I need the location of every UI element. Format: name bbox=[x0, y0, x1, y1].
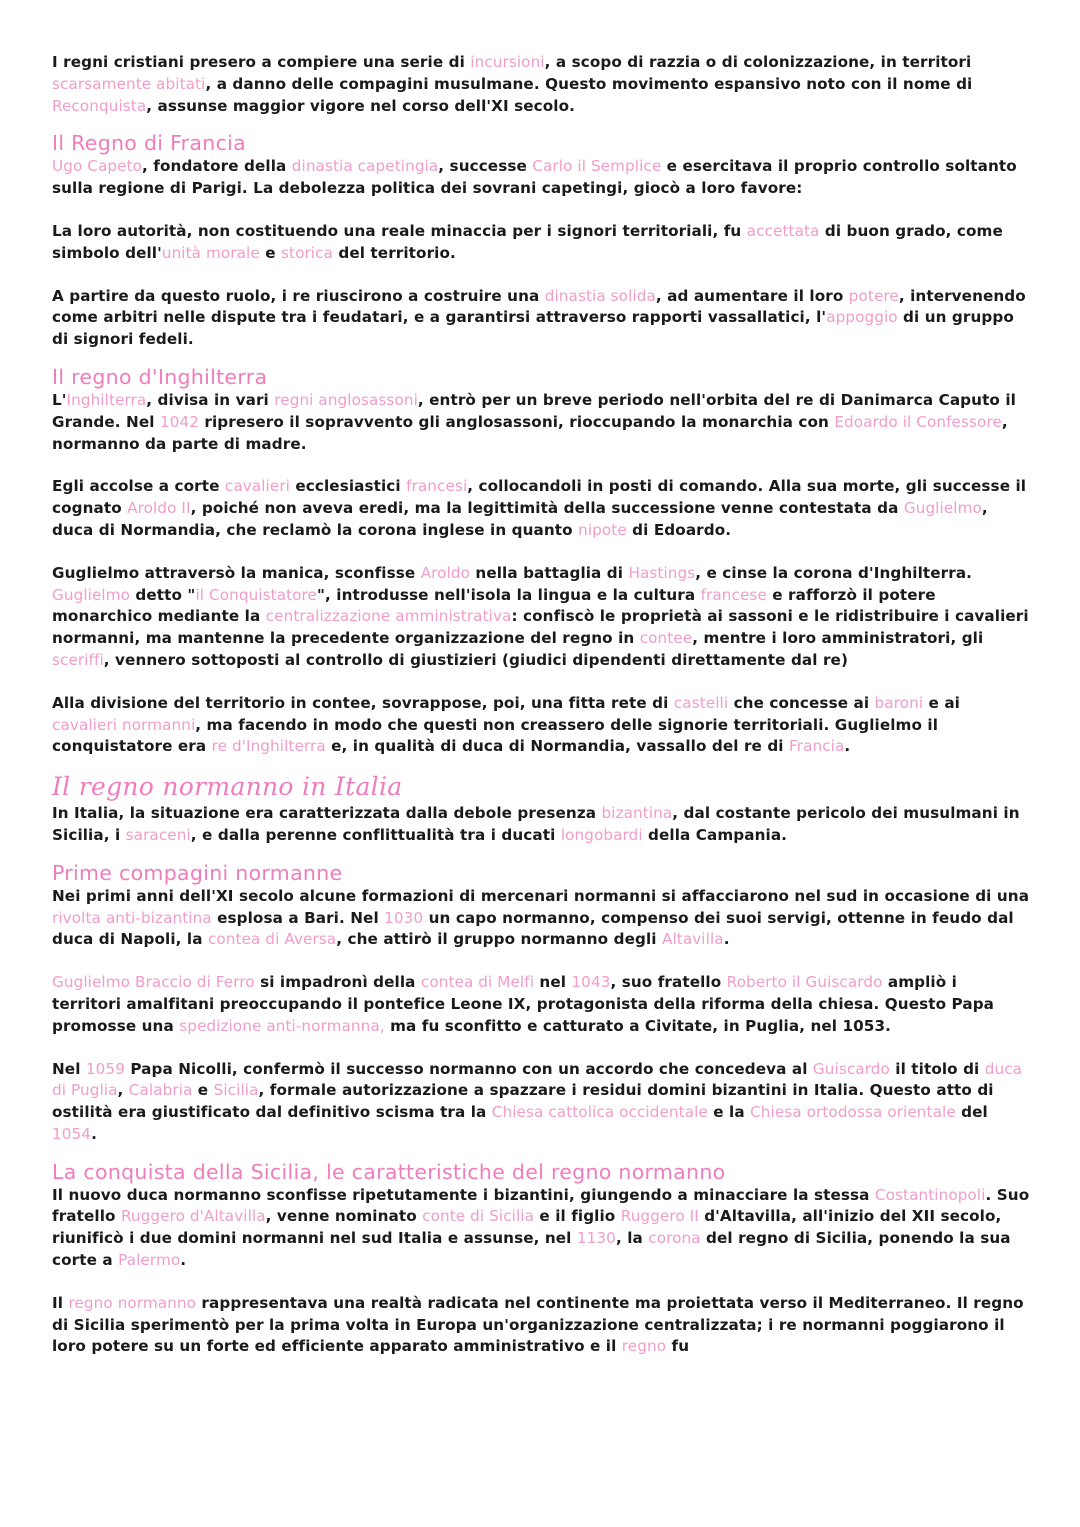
text-run: Il bbox=[52, 1293, 69, 1312]
highlighted-term: 1059 bbox=[85, 1059, 125, 1078]
highlighted-term: 1042 bbox=[159, 412, 200, 431]
highlighted-term: regno normanno bbox=[68, 1293, 197, 1312]
highlighted-term: Hastings bbox=[628, 563, 696, 582]
text-run: di un gruppo di signori fedeli. bbox=[52, 308, 1014, 349]
highlighted-term: centralizzazione amministrativa bbox=[265, 607, 512, 626]
highlighted-term: Francia bbox=[789, 737, 845, 756]
highlighted-term: potere bbox=[848, 286, 899, 305]
highlighted-term: appoggio bbox=[826, 308, 898, 327]
highlighted-term: Palermo bbox=[118, 1251, 181, 1270]
text-run: e, in qualità di duca di Normandia, vassallo del re di bbox=[325, 737, 789, 756]
paragraph bbox=[52, 803, 1030, 847]
highlighted-term: Aroldo II bbox=[127, 499, 191, 518]
paragraph bbox=[52, 390, 1030, 455]
paragraph bbox=[52, 52, 1030, 117]
highlighted-term: Altavilla bbox=[661, 930, 724, 949]
text-run: di buon grado, come simbolo dell' bbox=[52, 221, 1003, 262]
highlighted-term: storica bbox=[281, 243, 333, 262]
highlighted-term: contee bbox=[639, 629, 693, 648]
text-run: , mentre i loro amministratori, gli bbox=[692, 629, 984, 648]
highlighted-term: sceriffi bbox=[52, 650, 104, 669]
text-run: , intervenendo come arbitri nelle dispute tra i feudatari, e a garantirsi attraverso rapporti vassallatici, l' bbox=[52, 286, 1026, 327]
highlighted-term: saraceni bbox=[125, 825, 191, 844]
paragraph bbox=[52, 156, 1030, 200]
highlighted-term: 1043 bbox=[571, 973, 611, 992]
highlighted-term: Guglielmo bbox=[903, 499, 982, 518]
paragraph bbox=[52, 972, 1030, 1037]
paragraph bbox=[52, 693, 1030, 758]
text-run: ampliò i territori amalfitani preoccupando il pontefice Leone IX, protagonista della riforma della chiesa. Questo Papa promosse una bbox=[52, 973, 995, 1035]
text-run: , duca di Normandia, che reclamò la corona inglese in quanto bbox=[52, 499, 988, 539]
text-run: , a danno delle compagini musulmane. Questo movimento espansivo noto con il nome di bbox=[205, 74, 973, 93]
text-run: nel bbox=[534, 973, 572, 992]
highlighted-term: bizantina bbox=[601, 804, 673, 823]
text-run: , e dalla perenne conflittualità tra i ducati bbox=[190, 825, 561, 844]
highlighted-term: Costantinopoli bbox=[874, 1185, 986, 1204]
text-run: del bbox=[955, 1103, 988, 1122]
highlighted-term: regno bbox=[621, 1337, 667, 1356]
section-heading: Prime compagini normanne bbox=[52, 860, 343, 885]
highlighted-term: Ruggero II bbox=[620, 1207, 699, 1226]
highlighted-term: spedizione anti-normanna, bbox=[179, 1016, 385, 1035]
text-run: , fondatore della bbox=[142, 157, 292, 176]
text-run: , e cinse la corona d'Inghilterra. bbox=[695, 563, 973, 582]
highlighted-term: castelli bbox=[673, 693, 729, 712]
text-run: esplosa a Bari. Nel bbox=[211, 908, 385, 927]
highlighted-term: Guglielmo Braccio di Ferro bbox=[52, 973, 255, 992]
highlighted-term: corona bbox=[648, 1229, 701, 1248]
text-run: . bbox=[723, 930, 730, 949]
paragraph bbox=[52, 563, 1030, 672]
text-run: d'Altavilla, all'inizio del XII secolo, riunificò i due domini normanni nel sud Italia e assunse, nel bbox=[52, 1207, 1002, 1248]
highlighted-term: longobardi bbox=[560, 825, 643, 844]
highlighted-term: accettata bbox=[746, 221, 820, 240]
highlighted-term: incursioni bbox=[470, 53, 545, 71]
highlighted-term: contea di Aversa bbox=[207, 930, 337, 949]
highlighted-term: Carlo il Semplice bbox=[532, 157, 662, 176]
highlighted-term: Guglielmo bbox=[52, 585, 131, 604]
text-run: rappresentava una realtà radicata nel continente ma proiettata verso il Mediterraneo. Il regno di Sicilia sperimentò per la prima volta in Europa un'organizzazione centralizzata; i re normanni poggiarono il loro potere su un forte ed efficiente apparato amministrativo e il bbox=[52, 1293, 1024, 1356]
highlighted-term: 1130 bbox=[576, 1229, 616, 1248]
text-run: un capo normanno, compenso dei suoi servigi, ottenne in feudo dal duca di Napoli, la bbox=[52, 908, 1014, 949]
text-run: , che attirò il gruppo normanno degli bbox=[336, 930, 662, 949]
highlighted-term: conte di Sicilia bbox=[422, 1207, 535, 1226]
text-run: ", introdusse nell'isola la lingua e la cultura bbox=[317, 585, 701, 604]
text-run: Alla divisione del territorio in contee, sovrappose, poi, una fitta rete di bbox=[52, 693, 674, 712]
paragraph bbox=[52, 886, 1030, 951]
text-run: , suo fratello bbox=[610, 973, 727, 992]
text-run: , vennero sottoposti al controllo di giustizieri (giudici dipendenti direttamente dal re) bbox=[103, 650, 848, 669]
paragraph bbox=[52, 1059, 1030, 1146]
text-run: si impadronì della bbox=[254, 973, 421, 992]
text-run: Papa Nicolli, confermò il successo normanno con un accordo che concedeva al bbox=[124, 1059, 813, 1078]
highlighted-term: 1054 bbox=[52, 1124, 92, 1143]
text-run: ecclesiastici bbox=[290, 477, 407, 496]
highlighted-term: cavalieri bbox=[224, 477, 290, 496]
text-run: , bbox=[117, 1081, 129, 1100]
text-run: della Campania. bbox=[642, 825, 788, 844]
text-run: , normanno da parte di madre. bbox=[52, 412, 1008, 453]
text-run: , assunse maggior vigore nel corso dell'XI secolo. bbox=[146, 96, 575, 115]
section-heading: La conquista della Sicilia, le caratteristiche del regno normanno bbox=[52, 1159, 726, 1184]
highlighted-term: baroni bbox=[874, 693, 924, 712]
section-heading: Il regno d'Inghilterra bbox=[52, 364, 268, 389]
text-run: A partire da questo ruolo, i re riuscirono a costruire una bbox=[52, 286, 545, 305]
highlighted-term: Inghilterra bbox=[66, 390, 147, 409]
text-run: , successe bbox=[438, 157, 533, 176]
highlighted-term: scarsamente abitati bbox=[52, 74, 206, 93]
text-run: ma fu sconfitto e catturato a Civitate, in Puglia, nel 1053. bbox=[384, 1016, 891, 1035]
highlighted-term: Calabria bbox=[128, 1081, 193, 1100]
text-run: , formale autorizzazione a spazzare i residui domini bizantini in Italia. Questo atto di ostilità era giustificato dal definitivo scisma tra la bbox=[52, 1081, 994, 1122]
text-run: Il nuovo duca normanno sconfisse ripetutamente i bizantini, giungendo a minacciare la stessa bbox=[52, 1185, 875, 1204]
text-run: , la bbox=[615, 1229, 649, 1248]
text-run: e il figlio bbox=[534, 1207, 621, 1226]
paragraph bbox=[52, 1293, 1030, 1358]
text-run: , dal costante pericolo dei musulmani in Sicilia, i bbox=[52, 804, 1020, 844]
highlighted-term: Ruggero d'Altavilla bbox=[120, 1207, 266, 1226]
text-run: Nel bbox=[52, 1059, 86, 1078]
text-run: . bbox=[180, 1251, 187, 1270]
text-run: , collocandoli in posti di comando. Alla sua morte, gli successe il cognato bbox=[52, 477, 1027, 518]
text-run: , divisa in vari bbox=[146, 390, 275, 409]
highlighted-term: 1030 bbox=[384, 908, 424, 927]
text-run: il titolo di bbox=[889, 1059, 985, 1078]
text-run: che concesse ai bbox=[728, 693, 875, 712]
text-run: Nei primi anni dell'XI secolo alcune formazioni di mercenari normanni si affacciarono nel sud in occasione di una bbox=[52, 886, 1030, 905]
text-run: fu bbox=[666, 1337, 690, 1356]
highlighted-term: Chiesa ortodossa orientale bbox=[750, 1103, 956, 1122]
highlighted-term: il Conquistatore bbox=[195, 585, 318, 604]
highlighted-term: Sicilia bbox=[213, 1081, 259, 1100]
text-run: e bbox=[259, 243, 281, 262]
paragraph bbox=[52, 476, 1030, 541]
text-run: I regni cristiani presero a compiere una serie di bbox=[52, 53, 471, 71]
highlighted-term: francese bbox=[700, 585, 767, 604]
text-run: , venne nominato bbox=[265, 1207, 423, 1226]
highlighted-term: nipote bbox=[578, 520, 627, 539]
text-run: di Edoardo. bbox=[626, 520, 732, 539]
highlighted-term: regni anglosassoni bbox=[274, 390, 418, 409]
text-run: , a scopo di razzia o di colonizzazione, in territori bbox=[544, 53, 972, 71]
highlighted-term: unità morale bbox=[161, 243, 260, 262]
text-run: , ad aumentare il loro bbox=[655, 286, 849, 305]
paragraph bbox=[52, 286, 1030, 351]
highlighted-term: contea di Melfi bbox=[420, 973, 535, 992]
paragraph bbox=[52, 1185, 1030, 1272]
highlighted-term: Roberto il Guiscardo bbox=[726, 973, 883, 992]
text-run: nella battaglia di bbox=[470, 563, 629, 582]
highlighted-term: re d'Inghilterra bbox=[211, 737, 326, 756]
highlighted-term: Guiscardo bbox=[812, 1059, 890, 1078]
highlighted-term: francesi bbox=[406, 477, 468, 496]
highlighted-term: cavalieri normanni bbox=[52, 715, 196, 734]
text-run: ripresero il sopravvento gli anglosassoni, rioccupando la monarchia con bbox=[199, 412, 835, 431]
paragraph bbox=[52, 221, 1030, 265]
text-run: e esercitava il proprio controllo soltanto sulla regione di Parigi. La debolezza politica dei sovrani capetingi, giocò a loro favore: bbox=[52, 157, 1017, 198]
highlighted-term: duca di Puglia bbox=[52, 1059, 1023, 1100]
text-run: Guglielmo attraversò la manica, sconfisse bbox=[52, 563, 421, 582]
text-run: detto " bbox=[130, 585, 196, 604]
text-run: , poiché non aveva eredi, ma la legittimità della successione venne contestata da bbox=[190, 499, 904, 518]
highlighted-term: rivolta anti-bizantina bbox=[52, 908, 212, 927]
text-run: e la bbox=[707, 1103, 751, 1122]
highlighted-term: Aroldo bbox=[420, 563, 471, 582]
text-run: L' bbox=[52, 390, 67, 409]
text-run: , entrò per un breve periodo nell'orbita del re di Danimarca Caputo il Grande. Nel bbox=[52, 390, 1016, 431]
highlighted-term: Reconquista bbox=[52, 96, 147, 115]
text-run: La loro autorità, non costituendo una reale minaccia per i signori territoriali, fu bbox=[52, 221, 747, 240]
text-run: e ai bbox=[923, 693, 960, 712]
text-run: In Italia, la situazione era caratterizzata dalla debole presenza bbox=[52, 804, 602, 823]
text-run: . bbox=[91, 1124, 97, 1143]
highlighted-term: Chiesa cattolica occidentale bbox=[491, 1103, 708, 1122]
text-run: , ma facendo in modo che questi non creassero delle signorie territoriali. Guglielmo il conquistatore era bbox=[52, 715, 938, 756]
highlighted-term: dinastia capetingia bbox=[291, 157, 439, 176]
highlighted-term: Ugo Capeto bbox=[52, 157, 143, 176]
text-run: . bbox=[844, 737, 851, 756]
chapter-heading: Il regno normanno in Italia bbox=[52, 772, 403, 802]
highlighted-term: dinastia solida bbox=[544, 286, 656, 305]
text-run: del regno di Sicilia, ponendo la sua corte a bbox=[52, 1229, 1011, 1270]
section-heading: Il Regno di Francia bbox=[52, 131, 246, 156]
text-run: Egli accolse a corte bbox=[52, 477, 225, 496]
text-run: e bbox=[192, 1081, 214, 1100]
highlighted-term: Edoardo il Confessore bbox=[834, 412, 1002, 431]
text-run: : confiscò le proprietà ai sassoni e le ridistribuire i cavalieri normanni, ma mantenne la precedente organizzazione del regno in bbox=[52, 607, 1029, 648]
text-run: e rafforzò il potere monarchico mediante la bbox=[52, 585, 936, 626]
text-run: . Suo fratello bbox=[52, 1185, 1030, 1226]
text-run: del territorio. bbox=[332, 243, 456, 262]
